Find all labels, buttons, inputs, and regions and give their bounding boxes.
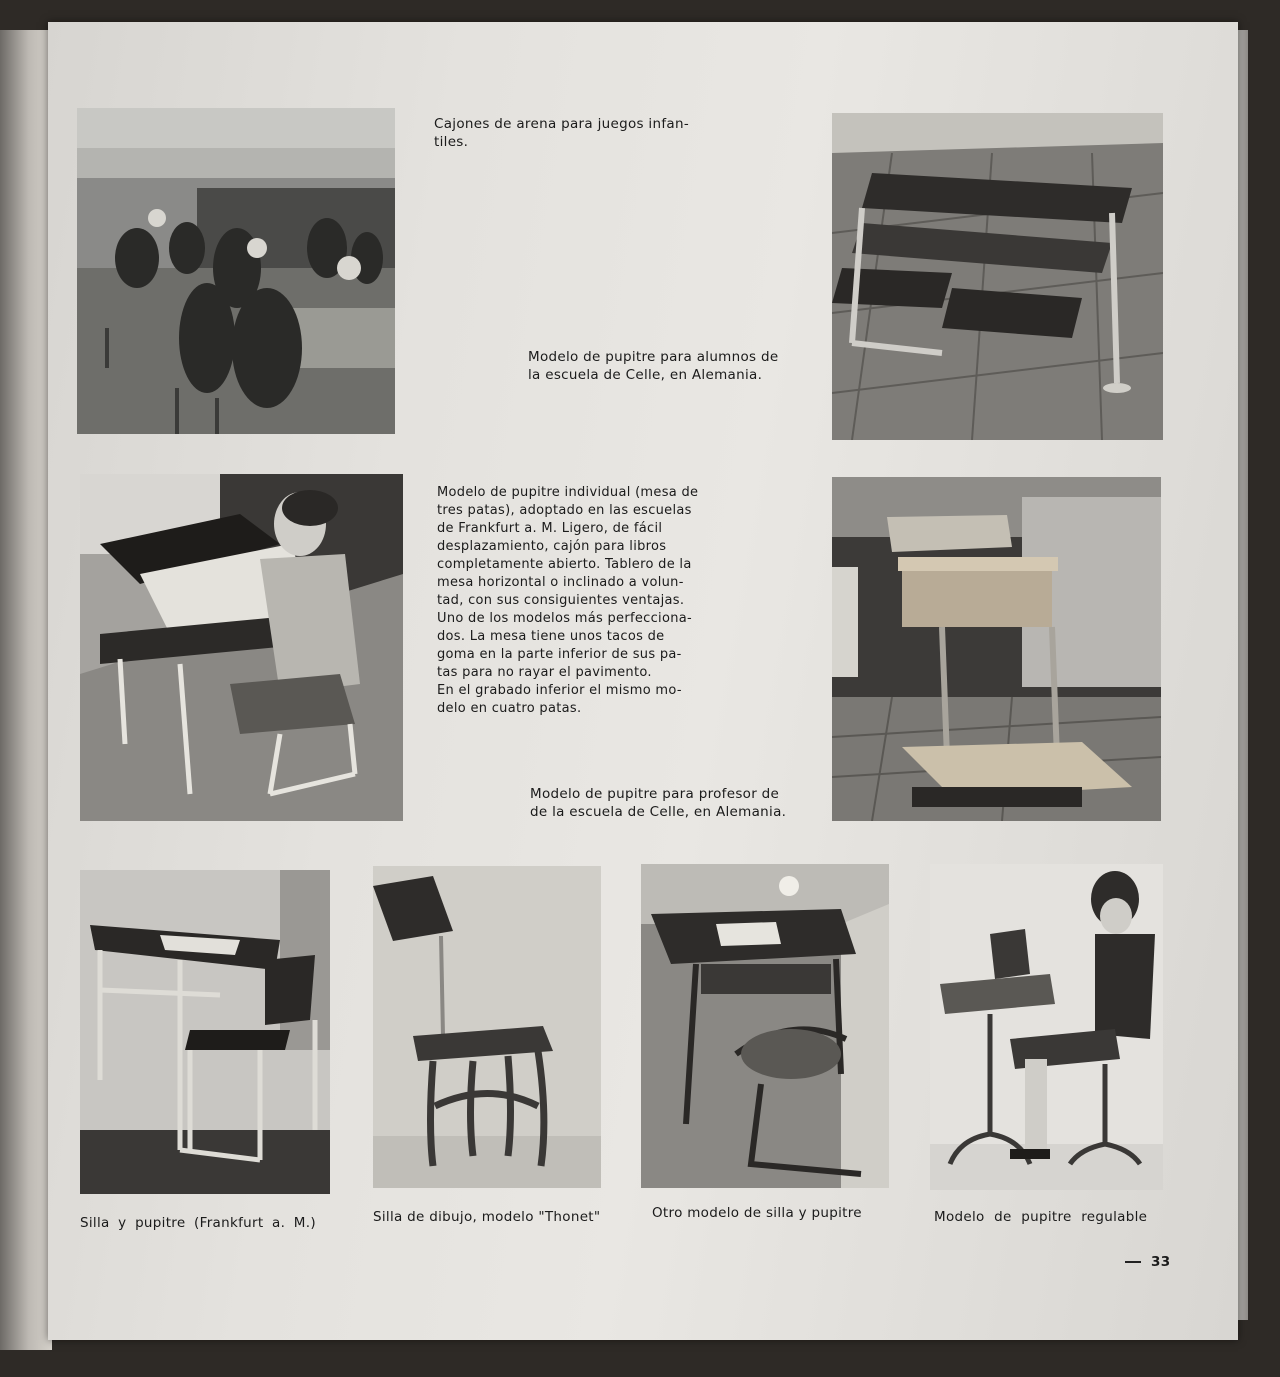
caption-thonet-chair: Silla de dibujo, modelo "Thonet" (373, 1209, 601, 1225)
facing-page-edge (0, 30, 52, 1350)
caption-celle-student-desk: Modelo de pupitre para alumnos de la escuela de Celle, en Alemania. (528, 349, 779, 383)
caption-sandbox: Cajones de arena para juegos infan- tiles. (434, 116, 689, 150)
photo-frankfurt-desk-boy (80, 474, 403, 821)
photo-adjustable-desk (930, 864, 1163, 1190)
body-frankfurt-desk: Modelo de pupitre individual (mesa de tres patas), adoptado en las escuelas de Frankfurt a. M. Ligero, de fácil desplazamiento, cajón para libros completamente abierto. Tablero de la mesa horizontal o inclinado a volun- tad, con sus consiguientes ventajas. Uno de los modelos más perfecciona- dos. La mesa tiene unos tacos de goma en la parte inferior de sus pa- tas para no rayar el pavimento. En el grabado inferior el mismo mo- delo en cuatro patas. (437, 485, 699, 716)
photo-chair-desk-frankfurt (80, 870, 330, 1194)
photo-thonet-chair (373, 866, 601, 1188)
photo-celle-teacher-desk (832, 477, 1161, 821)
caption-other-model: Otro modelo de silla y pupitre (652, 1205, 862, 1221)
caption-celle-teacher-desk: Modelo de pupitre para profesor de de la escuela de Celle, en Alemania. (530, 786, 787, 820)
page-number: 33 (1151, 1254, 1171, 1270)
photo-celle-student-desk (832, 113, 1163, 440)
dash-mark (1125, 1261, 1141, 1263)
page-number-block (1125, 1253, 1185, 1271)
caption-chair-desk-frankfurt: Silla y pupitre (Frankfurt a. M.) (80, 1215, 316, 1231)
caption-adjustable-desk: Modelo de pupitre regulable (934, 1209, 1148, 1225)
photo-other-chair-desk (641, 864, 889, 1188)
photo-sandbox-classroom (77, 108, 395, 434)
